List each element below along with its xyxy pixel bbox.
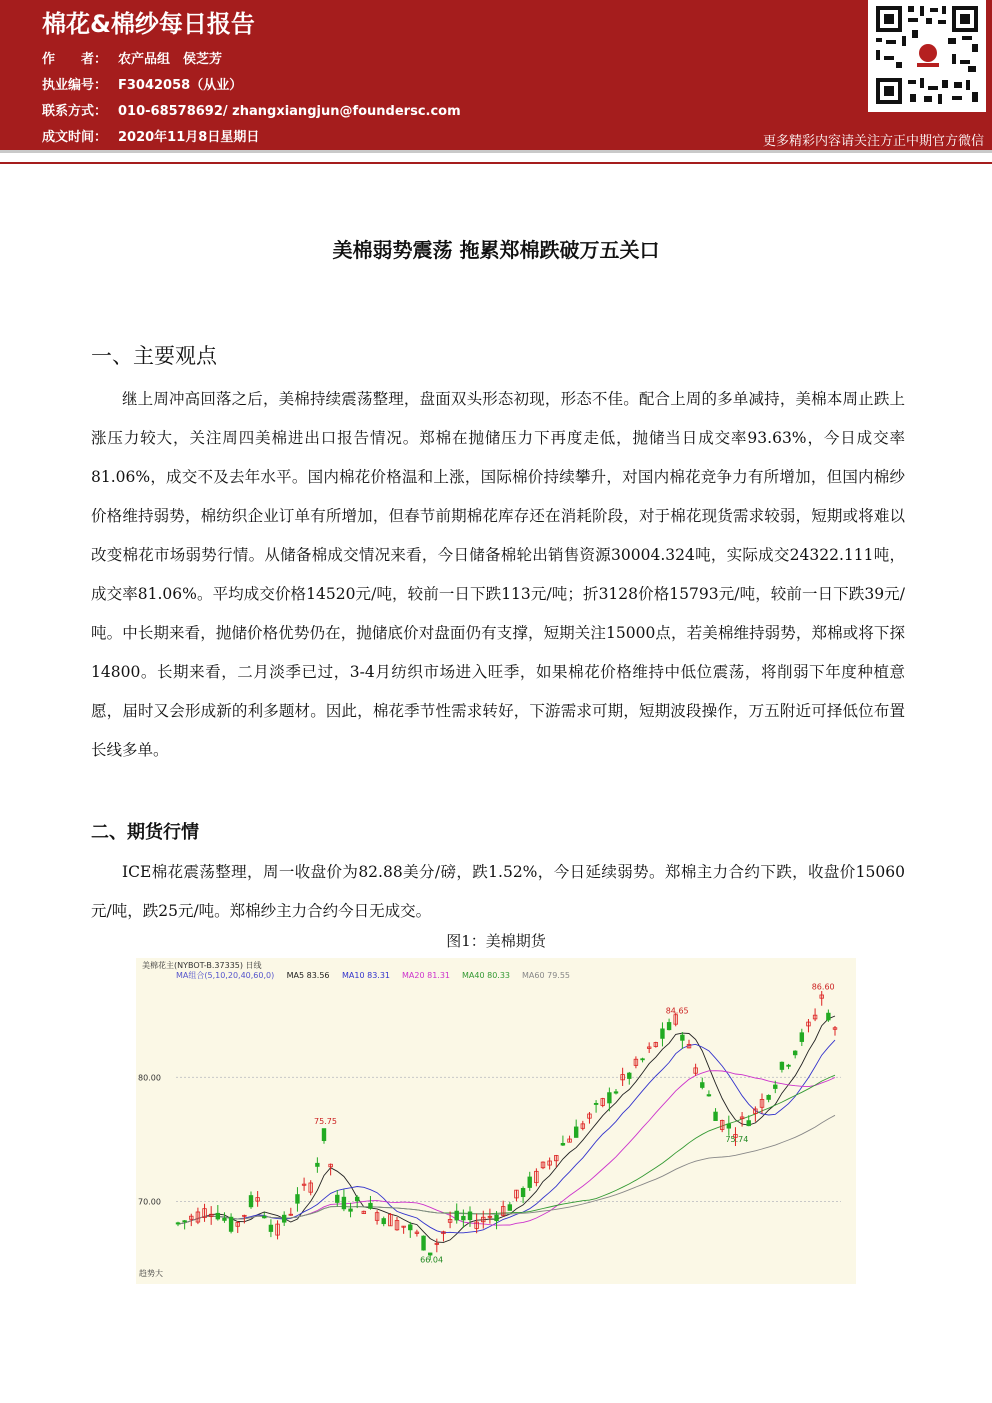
chart-candle (714, 1112, 718, 1120)
futures-paragraph: ICE棉花震荡整理，周一收盘价为82.88美分/磅，跌1.52%，今日延续弱势。郑棉主力合约下跌，收盘价15060元/吨，跌25元/吨。郑棉纱主力合约今日无成交。 (91, 863, 905, 920)
chart-candle (249, 1196, 253, 1207)
chart-candle (223, 1218, 227, 1220)
chart-annotation: 66.04 (420, 1255, 444, 1265)
chart-candle (780, 1062, 784, 1069)
chart-candle (183, 1221, 187, 1222)
chart-candle (627, 1073, 631, 1078)
candlestick-chart-svg (136, 958, 856, 1284)
report-series-title: 棉花&棉纱每日报告 (42, 10, 255, 38)
chart-y-tick-label: 80.00 (138, 1073, 161, 1083)
date-label: 成文时间： (42, 130, 108, 145)
section-heading-main-views: 一、主要观点 (91, 344, 217, 368)
chart-legend-entry: MA20 81.31 (402, 971, 450, 980)
chart-ma-line (178, 1071, 835, 1226)
chart-ma-line (178, 1016, 835, 1242)
contact-value: 010-68578692/ zhangxiangjun@foundersc.com (118, 104, 461, 119)
chart-candle (216, 1213, 220, 1219)
chart-candle (827, 1013, 831, 1020)
qr-caption: 更多精彩内容请关注方正中期官方微信 (762, 134, 984, 149)
author-label: 作 者： (42, 52, 108, 67)
chart-candle (422, 1236, 426, 1250)
license-line (42, 74, 242, 93)
chart-candle (468, 1212, 472, 1220)
chart-candle (229, 1217, 233, 1231)
chart-candle (773, 1085, 777, 1088)
cotton-futures-chart (136, 958, 856, 1284)
section-heading-futures: 二、期货行情 (91, 822, 199, 843)
chart-candle (574, 1127, 578, 1137)
chart-y-tick-label: 70.00 (138, 1197, 161, 1207)
chart-annotation: 84.65 (665, 1006, 689, 1016)
chart-candle (521, 1188, 525, 1196)
chart-candle (707, 1095, 711, 1096)
chart-candle (767, 1095, 771, 1099)
chart-candle (495, 1215, 499, 1221)
figure-caption: 图1：美棉期货 (446, 932, 546, 950)
chart-candle (667, 1022, 671, 1029)
chart-candle (296, 1195, 300, 1204)
header-rule-gray (0, 150, 992, 153)
chart-ma-line (178, 1115, 835, 1224)
document-title: 美棉弱势震荡 拖累郑棉跌破万五关口 (332, 238, 660, 262)
chart-candle (342, 1197, 346, 1209)
chart-candle (455, 1211, 459, 1220)
header-rule-red (0, 162, 992, 164)
wechat-qr-code (868, 0, 986, 112)
chart-candle (316, 1163, 320, 1166)
chart-candle (787, 1065, 791, 1066)
chart-candle (727, 1124, 731, 1128)
qr-code-icon (868, 0, 986, 112)
chart-candle (661, 1029, 665, 1038)
author-line (42, 48, 222, 67)
chart-corner-label: 趋势大 (139, 1269, 163, 1278)
contact-label: 联系方式： (42, 104, 108, 119)
chart-candle (335, 1195, 339, 1202)
chart-candle (594, 1103, 598, 1104)
contact-line (42, 100, 461, 119)
chart-candle (408, 1225, 412, 1230)
chart-candle (262, 1216, 266, 1218)
chart-candle (614, 1092, 618, 1093)
date-line (42, 126, 259, 145)
license-label: 执业编号： (42, 78, 108, 93)
author-value: 农产品组 侯芝芳 (118, 52, 223, 67)
chart-annotation: 86.60 (811, 982, 835, 992)
chart-candle (747, 1121, 751, 1126)
chart-candle (349, 1209, 353, 1211)
chart-candle (282, 1215, 286, 1222)
chart-annotation: 75.75 (314, 1117, 337, 1127)
chart-candle (800, 1033, 804, 1042)
chart-candle (382, 1219, 386, 1224)
license-value: F3042058（从业） (118, 78, 243, 93)
chart-annotation: 75.74 (725, 1135, 749, 1145)
chart-title: 美棉花主(NYBOT-B.37335) 日线 (142, 961, 262, 970)
chart-legend-entry: MA60 79.55 (522, 971, 570, 980)
chart-candle (793, 1051, 797, 1055)
chart-candle (355, 1197, 359, 1201)
chart-candle (269, 1225, 273, 1231)
chart-candle (528, 1177, 532, 1187)
chart-candle (608, 1093, 612, 1103)
chart-candle (322, 1129, 326, 1141)
chart-candle (561, 1143, 565, 1145)
report-header (0, 0, 992, 150)
chart-candle (641, 1059, 645, 1060)
chart-candle (700, 1083, 704, 1088)
date-value: 2020年11月8日星期日 (118, 130, 260, 145)
main-views-paragraph: 继上周冲高回落之后，美棉持续震荡整理，盘面双头形态初现，形态不佳。配合上周的多单减持，美棉本周止跌上涨压力较大，关注周四美棉进出口报告情况。郑棉在抛储压力下再度走低，抛储当日成交率93.63%，今日成交率81.06%，成交不及去年水平。国内棉花价格温和上涨，国际棉价持续攀升，对国内棉花竞争力有所增加，但国内棉纱价格维持弱势，棉纺织企业订单有所增加，但春节前期棉花库存还在消耗阶段，对于棉花现货需求较弱，短期或将难以改变棉花市场弱势行情。从储备棉成交情况来看，今日储备棉轮出销售资源30004.324吨，实际成交24322.111吨，成交率81.06%。平均成交价格14520元/吨，较前一日下跌113元/吨；折3128价格15793元/吨，较前一日下跌39元/吨。中长期来看，抛储价格优势仍在，抛储底价对盘面仍有支撑，短期关注15000点，若美棉维持弱势，郑棉或将下探14800。长期来看，二月淡季已过，3-4月纺织市场进入旺季，如果棉花价格维持中低位震荡，将削弱下年度种植意愿，届时又会形成新的利多题材。因此，棉花季节性需求转好，下游需求可期，短期波段操作，万五附近可择低位布置长线多单。 (91, 390, 905, 759)
chart-legend-entry: MA5 83.56 (286, 971, 330, 980)
chart-legend-entry: MA组合(5,10,20,40,60,0) (176, 971, 275, 980)
chart-candle (462, 1216, 466, 1220)
chart-candle (369, 1203, 373, 1208)
chart-candle (176, 1223, 180, 1224)
chart-candle (681, 1035, 685, 1040)
chart-legend-entry: MA40 80.33 (462, 971, 510, 980)
chart-candle (508, 1205, 512, 1211)
chart-legend-entry: MA10 83.31 (342, 971, 390, 980)
